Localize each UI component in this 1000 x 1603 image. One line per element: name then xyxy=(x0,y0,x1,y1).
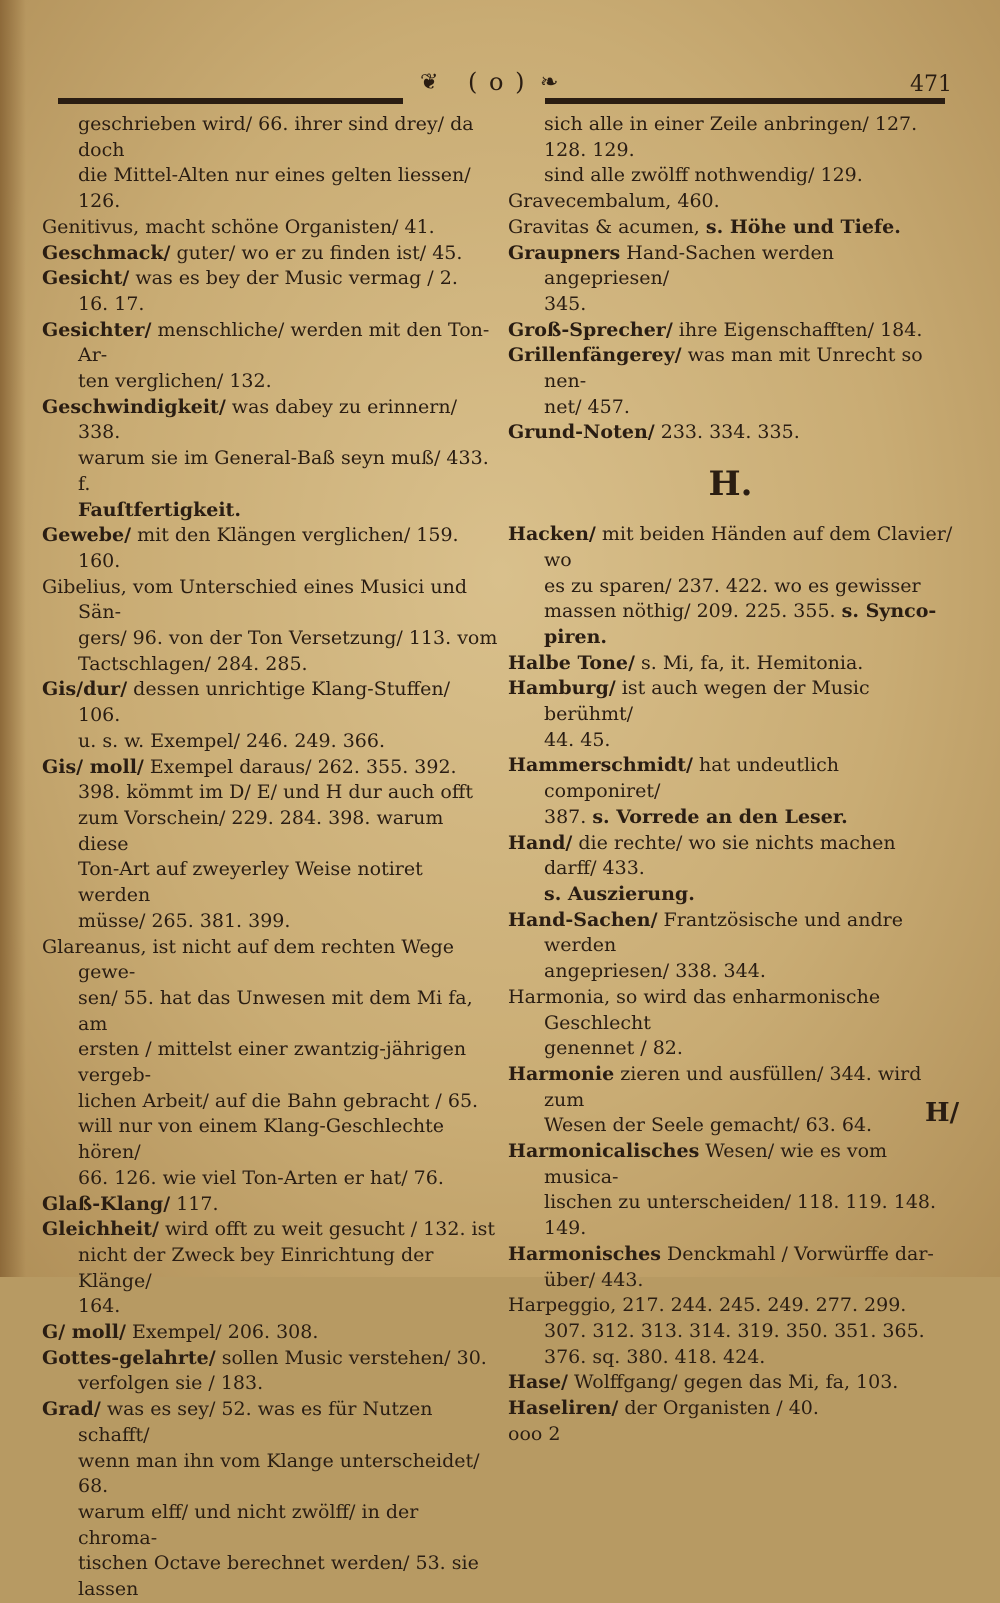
entry-text: was man mit Unrecht so nen- xyxy=(544,344,923,393)
entry-text: Denckmahl / Vorwürffe dar- xyxy=(660,1242,934,1265)
index-entry-line xyxy=(508,292,953,318)
entry-cross-reference: s. Vorrede an den Leser. xyxy=(592,805,848,828)
index-entry-line xyxy=(42,163,498,214)
index-entry-line xyxy=(42,857,498,908)
index-column-right xyxy=(508,112,953,1447)
index-entry-line xyxy=(508,882,953,908)
entry-text: zum Vorschein/ 229. 284. 398. warum diese xyxy=(78,806,444,855)
entry-text: was dabey zu erinnern/ 338. xyxy=(78,395,457,444)
index-entry-line xyxy=(508,728,953,754)
entry-text: genennet / 82. xyxy=(544,1037,683,1060)
entry-headword: Glaß-Klang/ xyxy=(42,1192,171,1215)
entry-headword: Gesichter/ xyxy=(42,318,152,341)
entry-text: ist auch wegen der Music berühmt/ xyxy=(544,677,870,726)
entry-text: ten verglichen/ 132. xyxy=(78,370,272,393)
entry-headword: Hand/ xyxy=(508,831,573,854)
entry-headword: Harmonicalisches xyxy=(508,1140,700,1163)
index-entry-line xyxy=(508,215,953,241)
ornament-left-icon: ❦ xyxy=(420,70,439,95)
entry-headword: Gis/ moll/ xyxy=(42,755,144,778)
entry-text: 398. kömmt im D/ E/ und H dur auch offt xyxy=(78,781,473,804)
index-entry-line xyxy=(42,215,498,241)
index-entries-h xyxy=(508,522,953,1422)
entry-text: 117. xyxy=(170,1192,219,1215)
entry-text: menschliche/ werden mit den Ton-Ar- xyxy=(78,318,490,367)
entry-text: Genitivus, macht schöne Organisten/ 41. xyxy=(42,215,435,238)
index-entry-line xyxy=(42,806,498,857)
index-entry-line xyxy=(42,241,498,267)
entry-text: mit beiden Händen auf dem Clavier/ wo xyxy=(544,523,953,571)
index-column-left xyxy=(42,112,498,1603)
entry-text: 44. 45. xyxy=(544,728,611,751)
index-entry-line xyxy=(42,652,498,678)
index-entry-line xyxy=(42,1294,498,1320)
entry-text: die Mittel-Alten nur eines gelten liessen/ 126. xyxy=(78,164,471,213)
entry-headword: Hase/ xyxy=(508,1371,568,1394)
entry-text: wenn man ihn vom Klange unterscheidet/ 68. xyxy=(78,1449,480,1498)
entry-text: lischen zu unterscheiden/ 118. 119. 148. 149. xyxy=(544,1191,937,1240)
index-entry-line xyxy=(42,780,498,806)
entry-headword: Hand-Sachen/ xyxy=(508,908,658,931)
header-signature: ( o ) xyxy=(468,68,527,96)
entry-headword: Hammerschmidt/ xyxy=(508,754,693,777)
entry-text: tischen Octave berechnet werden/ 53. sie lassen xyxy=(78,1552,479,1601)
entry-text: sollen Music verstehen/ 30. xyxy=(215,1346,487,1369)
entry-text: warum elff/ und nicht zwölff/ in der chroma- xyxy=(78,1500,419,1549)
index-entry-line xyxy=(42,1371,498,1397)
section-letter-heading: H. xyxy=(708,464,753,505)
entry-text: der Organisten / 40. xyxy=(618,1397,819,1420)
index-entry-line xyxy=(508,805,953,831)
index-entry-line xyxy=(508,599,953,625)
entry-headword: Halbe Tone/ xyxy=(508,651,635,674)
index-entry-line xyxy=(508,1319,953,1345)
catchword: H/ xyxy=(925,1098,960,1128)
index-entry-line xyxy=(42,1037,498,1088)
page-header xyxy=(0,62,1000,102)
index-entry-line xyxy=(42,909,498,935)
index-entry-line xyxy=(508,1293,953,1319)
entry-headword: G/ moll/ xyxy=(42,1321,126,1344)
entry-text: 345. xyxy=(544,292,587,315)
entry-headword: Harmonisches xyxy=(508,1242,661,1265)
entry-text: mit den Klängen verglichen/ 159. 160. xyxy=(78,524,459,572)
entry-headword: Gottes-gelahrte/ xyxy=(42,1346,216,1369)
index-entry-line xyxy=(42,1346,498,1372)
entry-text: Exempel daraus/ 262. 355. 392. xyxy=(143,755,457,778)
index-entry-line xyxy=(42,986,498,1037)
entry-text: hat undeutlich componiret/ xyxy=(544,754,840,803)
entry-headword: Hamburg/ xyxy=(508,677,616,700)
page-edge-shadow xyxy=(0,0,26,1277)
index-entry-line xyxy=(508,1242,953,1268)
entry-text: will nur von einem Klang-Geschlechte hören/ xyxy=(78,1115,444,1164)
index-entry-line xyxy=(508,574,953,600)
entry-headword: Haseliren/ xyxy=(508,1397,619,1420)
index-entry-line xyxy=(42,1217,498,1243)
entry-text: dessen unrichtige Klang-Stuffen/ 106. xyxy=(78,678,450,727)
entry-text: Gibelius, vom Unterschied eines Musici und Sän- xyxy=(42,575,467,624)
entry-text: 233. 334. 335. xyxy=(654,421,800,444)
entry-headword: Graupners xyxy=(508,241,621,264)
entry-text: lichen Arbeit/ auf die Bahn gebracht / 65. xyxy=(78,1089,479,1112)
entry-text: es zu sparen/ 237. 422. wo es gewisser xyxy=(544,574,921,597)
header-rule-left xyxy=(58,98,403,104)
entry-text: massen nöthig/ 209. 225. 355. xyxy=(544,600,842,623)
entry-text: Glareanus, ist nicht auf dem rechten Wege gewe- xyxy=(42,935,454,984)
entry-headword: Gewebe/ xyxy=(42,524,132,547)
index-entry-line xyxy=(508,1036,953,1062)
entry-headword: Grad/ xyxy=(42,1398,101,1421)
index-entries-g xyxy=(508,112,953,446)
index-entry-line xyxy=(508,1370,953,1396)
index-entry-line xyxy=(508,1396,953,1422)
page-number: 471 xyxy=(910,72,952,97)
index-entry-line xyxy=(508,112,953,163)
entry-text: Wesen/ wie es vom musica- xyxy=(544,1140,888,1188)
index-entry-line xyxy=(42,446,498,497)
entry-headword: Geschmack/ xyxy=(42,241,171,264)
index-entry-line xyxy=(508,959,953,985)
index-entry-line xyxy=(508,753,953,804)
index-entry-line xyxy=(508,1062,953,1113)
header-rule-right xyxy=(545,98,945,104)
index-entry-line xyxy=(508,831,953,882)
index-entry-line xyxy=(42,1551,498,1602)
index-entry-line xyxy=(508,676,953,727)
entry-text: 16. 17. xyxy=(78,292,145,315)
index-entry-line xyxy=(42,626,498,652)
index-entry-line xyxy=(42,1166,498,1192)
index-entry-line xyxy=(508,1190,953,1241)
index-entry-line xyxy=(508,420,953,446)
entry-text: 164. xyxy=(78,1295,121,1318)
index-entry-line xyxy=(42,1089,498,1115)
index-entry-line xyxy=(42,1449,498,1500)
entry-text: Hand-Sachen werden angepriesen/ xyxy=(544,241,834,290)
entry-text: sind alle zwölff nothwendig/ 129. xyxy=(544,164,863,187)
index-entry-line xyxy=(508,1345,953,1371)
index-entry-line xyxy=(42,755,498,781)
index-entry-line xyxy=(42,1192,498,1218)
entry-text: müsse/ 265. 381. 399. xyxy=(78,909,291,932)
index-entry-line xyxy=(42,677,498,728)
entry-headword: Harmonie xyxy=(508,1062,615,1085)
entry-text: Gravecembalum, 460. xyxy=(508,190,720,213)
entry-text: ihre Eigenschafften/ 184. xyxy=(672,318,923,341)
ornament-right-icon: ❧ xyxy=(540,70,559,95)
entry-text: wird offt zu weit gesucht / 132. ist xyxy=(158,1218,495,1241)
entry-text: u. s. w. Exempel/ 246. 249. 366. xyxy=(78,729,385,752)
entry-text: 376. sq. 380. 418. 424. xyxy=(544,1345,766,1368)
index-entry-line xyxy=(42,1243,498,1294)
index-entry-line xyxy=(508,908,953,959)
index-entry-line xyxy=(508,163,953,189)
index-entry-line xyxy=(508,1139,953,1190)
index-entry-line xyxy=(42,266,498,292)
entry-headword: Gleichheit/ xyxy=(42,1218,159,1241)
entry-text: sich alle in einer Zeile anbringen/ 127. 128. 129. xyxy=(544,113,918,161)
signature-mark: ooo 2 xyxy=(508,1422,561,1445)
index-entry-line xyxy=(508,395,953,421)
entry-headword: Grillenfängerey/ xyxy=(508,344,682,367)
index-entry-line xyxy=(508,625,953,651)
entry-text: sen/ 55. hat das Unwesen mit dem Mi fa, am xyxy=(78,986,473,1035)
index-entry-line xyxy=(508,241,953,292)
index-entry-line xyxy=(508,318,953,344)
entry-text: Frantzösische und andre werden xyxy=(544,908,903,957)
entry-cross-reference: s. Auszierung. xyxy=(544,882,695,905)
index-entry-line xyxy=(42,575,498,626)
index-entry-line xyxy=(42,112,498,163)
entry-text: 307. 312. 313. 314. 319. 350. 351. 365. xyxy=(544,1319,925,1342)
entry-text: Wesen der Seele gemacht/ 63. 64. xyxy=(544,1114,873,1137)
entry-text: warum sie im General-Baß seyn muß/ 433. f. xyxy=(78,447,489,495)
index-entry-line xyxy=(42,498,498,524)
entry-headword: Groß-Sprecher/ xyxy=(508,318,673,341)
entry-text: Tactschlagen/ 284. 285. xyxy=(78,652,308,675)
entry-text: Gravitas & acumen, xyxy=(508,215,706,238)
index-entry-line xyxy=(42,935,498,986)
index-entry-line xyxy=(42,292,498,318)
entry-cross-reference: piren. xyxy=(544,625,608,648)
entry-text: 387. xyxy=(544,805,593,828)
index-entry-line xyxy=(42,1114,498,1165)
index-entry-line xyxy=(42,1397,498,1448)
entry-text: was es sey/ 52. was es für Nutzen schafft/ xyxy=(78,1398,433,1446)
entry-text: zieren und ausfüllen/ 344. wird zum xyxy=(544,1062,922,1111)
entry-cross-reference: s. Höhe und Tiefe. xyxy=(705,215,901,238)
entry-text: Exempel/ 206. 308. xyxy=(125,1321,319,1344)
index-entry-line xyxy=(42,1320,498,1346)
entry-headword: Gis/dur/ xyxy=(42,678,128,701)
entry-text: angepriesen/ 338. 344. xyxy=(544,960,766,983)
index-entry-line xyxy=(508,1268,953,1294)
index-entry-line xyxy=(42,1500,498,1551)
entry-text: was es bey der Music vermag / 2. xyxy=(129,267,458,290)
entry-text: nicht der Zweck bey Einrichtung der Klänge/ xyxy=(78,1243,434,1292)
entry-text: verfolgen sie / 183. xyxy=(78,1372,264,1395)
index-entry-line xyxy=(508,985,953,1036)
entry-text: Harmonia, so wird das enharmonische Geschlecht xyxy=(508,985,881,1034)
entry-headword: Hacken/ xyxy=(508,523,596,546)
index-entry-line xyxy=(42,395,498,446)
index-entry-line xyxy=(508,343,953,394)
entry-text: s. Mi, fa, it. Hemitonia. xyxy=(634,651,864,674)
entry-text: Wolffgang/ gegen das Mi, fa, 103. xyxy=(568,1371,899,1394)
entry-headword: Grund-Noten/ xyxy=(508,421,655,444)
entry-text: net/ 457. xyxy=(544,395,630,418)
entry-cross-reference: s. Synco- xyxy=(841,600,937,623)
entry-text: guter/ wo er zu finden ist/ 45. xyxy=(170,241,463,264)
entry-text: ersten / mittelst einer zwantzig-jährigen vergeb- xyxy=(78,1038,467,1087)
entry-text: Ton-Art auf zweyerley Weise notiret werden xyxy=(78,858,423,907)
entry-text: über/ 443. xyxy=(544,1268,644,1291)
entry-headword: Gesicht/ xyxy=(42,267,130,290)
index-entry-line xyxy=(42,318,498,369)
index-entry-line xyxy=(508,189,953,215)
entry-text: die rechte/ wo sie nichts machen darff/ 433. xyxy=(544,831,896,880)
entry-text: gers/ 96. von der Ton Versetzung/ 113. vom xyxy=(78,627,498,650)
index-entry-line xyxy=(508,651,953,677)
entry-headword: Geschwindigkeit/ xyxy=(42,395,226,418)
entry-text: Harpeggio, 217. 244. 245. 249. 277. 299. xyxy=(508,1294,907,1317)
index-entry-line xyxy=(508,522,953,573)
entry-text: geschrieben wird/ 66. ihrer sind drey/ da doch xyxy=(78,113,474,161)
entry-headword: Fauſtfertigkeit. xyxy=(78,498,241,521)
index-entry-line xyxy=(42,369,498,395)
index-entry-line xyxy=(42,523,498,574)
index-entry-line xyxy=(508,1113,953,1139)
index-entry-line xyxy=(42,729,498,755)
entry-text: 66. 126. wie viel Ton-Arten er hat/ 76. xyxy=(78,1166,444,1189)
